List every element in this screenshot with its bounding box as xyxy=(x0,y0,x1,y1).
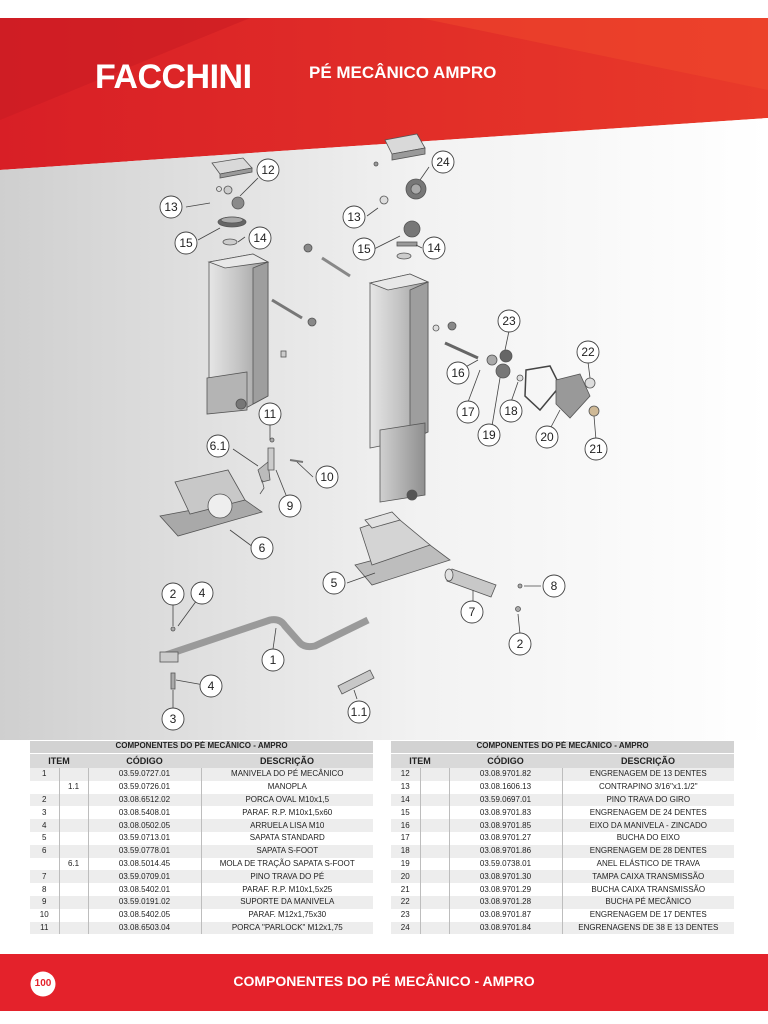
sub-item-number xyxy=(59,768,88,781)
callout-label: 2 xyxy=(516,637,524,651)
callout-label: 1.1 xyxy=(350,705,368,719)
sub-item-number xyxy=(420,858,449,871)
part-code: 03.59.0727.01 xyxy=(88,768,201,781)
table-row xyxy=(391,870,734,883)
item-number: 6 xyxy=(30,845,59,858)
table-row xyxy=(30,781,373,794)
item-number: 21 xyxy=(391,883,420,896)
item-number: 1 xyxy=(30,768,59,781)
part-description: BUCHA DO EIXO xyxy=(562,832,734,845)
callout-label: 6.1 xyxy=(209,439,227,453)
footer-margin xyxy=(0,1011,768,1024)
table-row xyxy=(391,883,734,896)
table-row xyxy=(30,896,373,909)
callout-label: 22 xyxy=(581,345,595,359)
table-row xyxy=(391,832,734,845)
sub-item-number: 1.1 xyxy=(59,781,88,794)
components-table-right xyxy=(391,741,734,934)
callout-label: 13 xyxy=(347,210,361,224)
item-number: 18 xyxy=(391,845,420,858)
column-header-description: DESCRIÇÃO xyxy=(201,754,373,769)
column-header-item: ITEM xyxy=(391,754,449,769)
part-description: BUCHA PÉ MECÂNICO xyxy=(562,896,734,909)
sub-item-number xyxy=(420,806,449,819)
item-number: 2 xyxy=(30,794,59,807)
item-number: 3 xyxy=(30,806,59,819)
part-description: MANIVELA DO PÉ MECÂNICO xyxy=(201,768,373,781)
part-code: 03.59.0697.01 xyxy=(449,794,562,807)
item-number: 4 xyxy=(30,819,59,832)
part-description: PINO TRAVA DO PÉ xyxy=(201,870,373,883)
part-code: 03.08.9701.30 xyxy=(449,870,562,883)
callout-label: 19 xyxy=(482,428,496,442)
part-description: MOLA DE TRAÇÃO SAPATA S-FOOT xyxy=(201,858,373,871)
table-row xyxy=(30,870,373,883)
table-caption: COMPONENTES DO PÉ MECÂNICO - AMPRO xyxy=(30,741,373,754)
part-description: MANOPLA xyxy=(201,781,373,794)
table-row xyxy=(391,819,734,832)
part-description: SAPATA STANDARD xyxy=(201,832,373,845)
part-description: ENGRENAGEM DE 24 DENTES xyxy=(562,806,734,819)
item-number xyxy=(30,858,59,871)
table-row xyxy=(30,819,373,832)
part-code: 03.08.5402.05 xyxy=(88,909,201,922)
part-description: TAMPA CAIXA TRANSMISSÃO xyxy=(562,870,734,883)
sub-item-number xyxy=(420,922,449,935)
part-description: ENGRENAGEM DE 17 DENTES xyxy=(562,909,734,922)
table-row xyxy=(391,909,734,922)
part-code: 03.08.9701.82 xyxy=(449,768,562,781)
sub-item-number xyxy=(420,909,449,922)
part-code: 03.08.6503.04 xyxy=(88,922,201,935)
callout-label: 9 xyxy=(286,499,294,513)
table-row xyxy=(30,768,373,781)
callout-label: 7 xyxy=(468,605,476,619)
part-description: ENGRENAGENS DE 38 E 13 DENTES xyxy=(562,922,734,935)
part-code: 03.59.0778.01 xyxy=(88,845,201,858)
table-row xyxy=(391,896,734,909)
item-number: 17 xyxy=(391,832,420,845)
item-number: 23 xyxy=(391,909,420,922)
table-row xyxy=(30,832,373,845)
page-title: PÉ MECÂNICO AMPRO xyxy=(309,63,497,82)
table-row xyxy=(30,883,373,896)
table-row xyxy=(391,781,734,794)
part-description: PARAF. R.P. M10x1,5x25 xyxy=(201,883,373,896)
callout-label: 16 xyxy=(451,366,465,380)
table-row xyxy=(30,806,373,819)
sub-item-number xyxy=(420,768,449,781)
item-number: 7 xyxy=(30,870,59,883)
part-code: 03.59.0191.02 xyxy=(88,896,201,909)
brand-logo: FACCHINI xyxy=(95,58,252,96)
item-number: 9 xyxy=(30,896,59,909)
part-code: 03.08.6512.02 xyxy=(88,794,201,807)
sub-item-number xyxy=(420,845,449,858)
callout-label: 15 xyxy=(179,236,193,250)
sub-item-number xyxy=(59,794,88,807)
callout-label: 2 xyxy=(169,587,177,601)
part-code: 03.08.0502.05 xyxy=(88,819,201,832)
callout-label: 23 xyxy=(502,314,516,328)
part-code: 03.59.0713.01 xyxy=(88,832,201,845)
callout-label: 18 xyxy=(504,404,518,418)
sub-item-number xyxy=(59,870,88,883)
sub-item-number xyxy=(420,794,449,807)
callout-label: 14 xyxy=(427,241,441,255)
item-number: 20 xyxy=(391,870,420,883)
part-description: SAPATA S-FOOT xyxy=(201,845,373,858)
item-number: 22 xyxy=(391,896,420,909)
part-code: 03.08.9701.28 xyxy=(449,896,562,909)
column-header-item: ITEM xyxy=(30,754,88,769)
table-caption: COMPONENTES DO PÉ MECÂNICO - AMPRO xyxy=(391,741,734,754)
page-footer xyxy=(0,954,768,1011)
callout-label: 24 xyxy=(436,155,450,169)
callout-label: 8 xyxy=(550,579,558,593)
part-description: EIXO DA MANIVELA - ZINCADO xyxy=(562,819,734,832)
callout-label: 1 xyxy=(269,653,277,667)
part-description: ANEL ELÁSTICO DE TRAVA xyxy=(562,858,734,871)
part-description: PORCA "PARLOCK" M12x1,75 xyxy=(201,922,373,935)
item-number: 16 xyxy=(391,819,420,832)
sub-item-number: 6.1 xyxy=(59,858,88,871)
table-row xyxy=(30,909,373,922)
sub-item-number xyxy=(59,922,88,935)
sub-item-number xyxy=(420,832,449,845)
sub-item-number xyxy=(59,909,88,922)
callout-label: 15 xyxy=(357,242,371,256)
part-description: ENGRENAGEM DE 28 DENTES xyxy=(562,845,734,858)
part-code: 03.08.9701.84 xyxy=(449,922,562,935)
part-description: BUCHA CAIXA TRANSMISSÃO xyxy=(562,883,734,896)
part-description: SUPORTE DA MANIVELA xyxy=(201,896,373,909)
part-description: PARAF. R.P. M10x1,5x60 xyxy=(201,806,373,819)
item-number xyxy=(30,781,59,794)
callout-label: 4 xyxy=(207,679,215,693)
item-number: 24 xyxy=(391,922,420,935)
sub-item-number xyxy=(420,883,449,896)
sub-item-number xyxy=(59,819,88,832)
callout-label: 21 xyxy=(589,442,603,456)
table-row xyxy=(30,858,373,871)
part-code: 03.08.9701.29 xyxy=(449,883,562,896)
sub-item-number xyxy=(420,781,449,794)
sub-item-number xyxy=(420,896,449,909)
sub-item-number xyxy=(59,832,88,845)
item-number: 11 xyxy=(30,922,59,935)
part-description: PORCA OVAL M10x1,5 xyxy=(201,794,373,807)
table-row xyxy=(391,794,734,807)
callout-label: 6 xyxy=(258,541,266,555)
part-code: 03.08.9701.86 xyxy=(449,845,562,858)
part-code: 03.08.1606.13 xyxy=(449,781,562,794)
sub-item-number xyxy=(59,883,88,896)
table-row xyxy=(391,922,734,935)
callout-label: 12 xyxy=(261,163,275,177)
part-description: ARRUELA LISA M10 xyxy=(201,819,373,832)
sub-item-number xyxy=(59,806,88,819)
item-number: 13 xyxy=(391,781,420,794)
part-code: 03.08.5014.45 xyxy=(88,858,201,871)
table-row xyxy=(391,768,734,781)
components-table-left xyxy=(30,741,373,934)
callout-label: 17 xyxy=(461,405,475,419)
part-code: 03.59.0709.01 xyxy=(88,870,201,883)
item-number: 14 xyxy=(391,794,420,807)
column-header-description: DESCRIÇÃO xyxy=(562,754,734,769)
part-description: PARAF. M12x1,75x30 xyxy=(201,909,373,922)
callout-label: 20 xyxy=(540,430,554,444)
part-code: 03.08.9701.27 xyxy=(449,832,562,845)
part-description: CONTRAPINO 3/16"x1.1/2" xyxy=(562,781,734,794)
page-number: 100 xyxy=(34,978,52,989)
table-row xyxy=(391,806,734,819)
item-number: 15 xyxy=(391,806,420,819)
callout-label: 13 xyxy=(164,200,178,214)
column-header-code: CÓDIGO xyxy=(88,754,201,769)
part-code: 03.08.9701.83 xyxy=(449,806,562,819)
sub-item-number xyxy=(59,845,88,858)
callout-label: 4 xyxy=(198,586,206,600)
part-code: 03.59.0726.01 xyxy=(88,781,201,794)
table-row xyxy=(30,845,373,858)
item-number: 19 xyxy=(391,858,420,871)
callout-label: 3 xyxy=(169,712,177,726)
callout-label: 5 xyxy=(330,576,338,590)
item-number: 12 xyxy=(391,768,420,781)
sub-item-number xyxy=(420,819,449,832)
part-description: PINO TRAVA DO GIRO xyxy=(562,794,734,807)
table-row xyxy=(391,845,734,858)
item-number: 5 xyxy=(30,832,59,845)
part-code: 03.08.9701.85 xyxy=(449,819,562,832)
part-code: 03.08.5402.01 xyxy=(88,883,201,896)
table-row xyxy=(391,858,734,871)
sub-item-number xyxy=(420,870,449,883)
table-row xyxy=(30,922,373,935)
item-number: 10 xyxy=(30,909,59,922)
footer-title: COMPONENTES DO PÉ MECÂNICO - AMPRO xyxy=(233,973,535,989)
part-code: 03.08.5408.01 xyxy=(88,806,201,819)
callout-label: 14 xyxy=(253,231,267,245)
column-header-code: CÓDIGO xyxy=(449,754,562,769)
part-code: 03.08.9701.87 xyxy=(449,909,562,922)
sub-item-number xyxy=(59,896,88,909)
item-number: 8 xyxy=(30,883,59,896)
callout-label: 11 xyxy=(263,407,277,421)
part-code: 03.59.0738.01 xyxy=(449,858,562,871)
table-row xyxy=(30,794,373,807)
part-description: ENGRENAGEM DE 13 DENTES xyxy=(562,768,734,781)
callout-label: 10 xyxy=(320,470,334,484)
